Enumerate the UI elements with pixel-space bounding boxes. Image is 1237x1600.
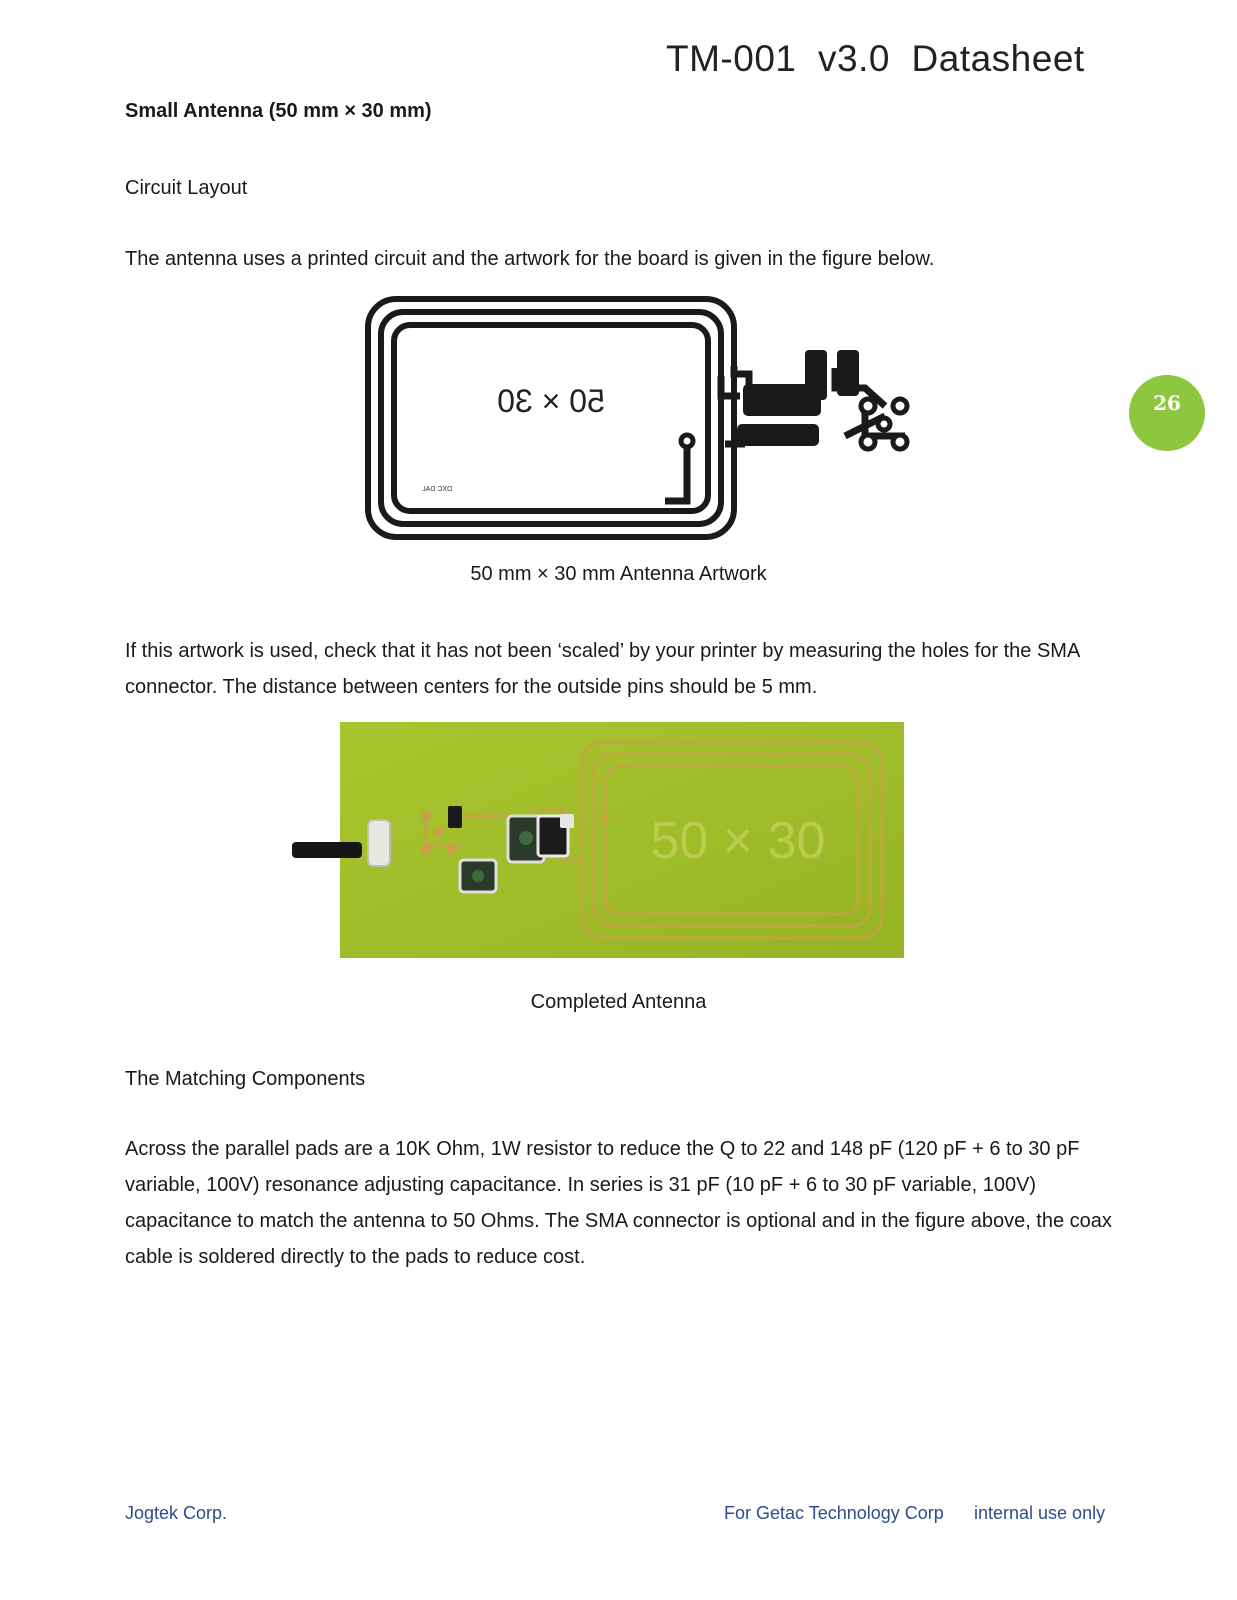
paragraph-scaling-check: If this artwork is used, check that it has not been ‘scaled’ by your printer by measuring the holes for the SMA connector. The distance between centers for the outside pins should be 5 mm. (125, 640, 1080, 698)
board-label: 50 × 30 (650, 812, 826, 870)
antenna-artwork-figure (365, 296, 915, 542)
coax-connector (368, 820, 390, 866)
footer-recipient: For Getac Technology Corp (724, 1503, 944, 1523)
section-title: Small Antenna (50 mm × 30 mm) (125, 100, 432, 122)
subheading-circuit-layout: Circuit Layout (125, 177, 248, 199)
paragraph-matching-components: Across the parallel pads are a 10K Ohm, 1W resistor to reduce the Q to 22 and 148 pF (120 pF + 6 to 30 pF variable, 100V) resonance adjusting capacitance. In series is 31 pF (10 pF + 6 to 30 pF variable, 100V) capacitance to match the antenna to 50 Ohms. The SMA connector is optional and in the figure above, the coax cable is soldered directly to the pads to reduce cost. (125, 1138, 1112, 1268)
footer-usage-note: internal use only (974, 1503, 1106, 1523)
figure1-caption: 50 mm × 30 mm Antenna Artwork (470, 563, 767, 585)
subheading-matching-components: The Matching Components (125, 1068, 366, 1090)
footer-company: Jogtek Corp. (125, 1503, 228, 1523)
artwork-mirrored-label: 50 × 30 (497, 383, 605, 419)
completed-antenna-figure (292, 720, 906, 960)
figure2-caption: Completed Antenna (530, 991, 707, 1013)
document-title: TM-001 v3.0 Datasheet (666, 38, 1085, 79)
coax-cable (292, 842, 362, 858)
paragraph-artwork-intro: The antenna uses a printed circuit and the artwork for the board is given in the figure below. (125, 248, 935, 270)
page-number-badge: 26 (1129, 375, 1205, 451)
artwork-small-mark: DXC DAL (421, 486, 453, 493)
